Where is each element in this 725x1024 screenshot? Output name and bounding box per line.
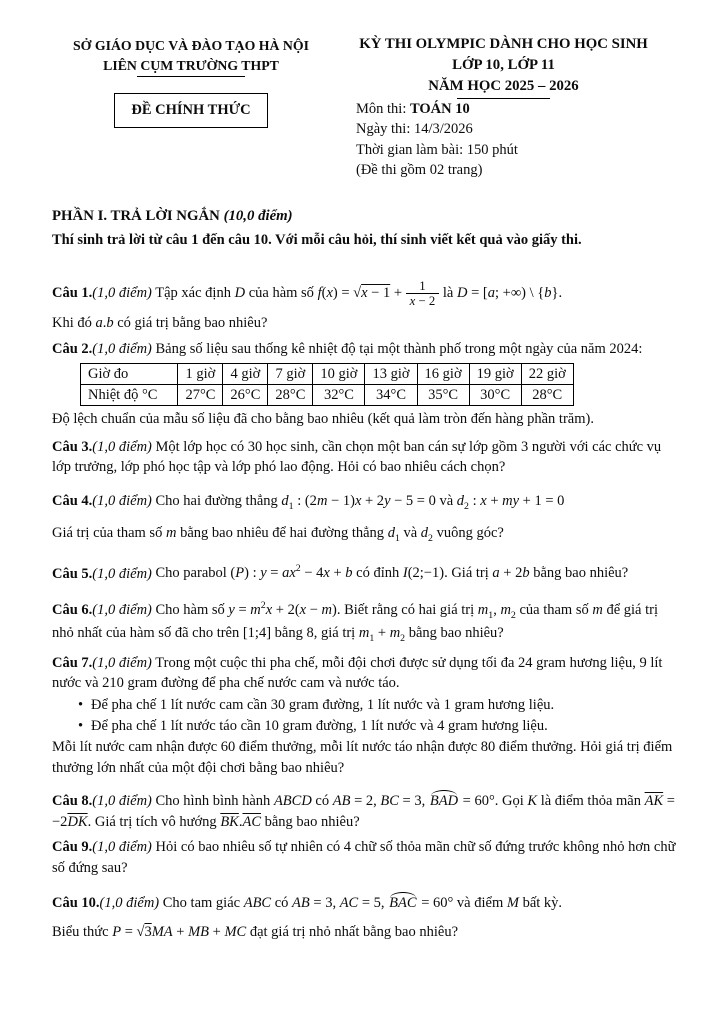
question-9-text: Hỏi có bao nhiêu số tự nhiên có 4 chữ số thỏa mãn chữ số đứng trước không nhỏ hơn chữ số đứng sau? <box>52 839 676 876</box>
table-header-cell: Nhiệt độ °C <box>81 384 178 405</box>
school-year-wrap <box>330 76 677 99</box>
question-1-text: Tập xác định D của hàm số f(x) = √x − 1 + $\frac{1}{x - 2}$ là D = [a; +∞) \ {b}. <box>155 278 563 309</box>
question-8-text: Cho hình bình hành ABCD có AB = 2, BC = 3, BAD = 60°. Gọi K là điểm thỏa mãn $\overline{AK} = -2\overline{DK}$. Giá trị tích vô hướng $\overline{BK}.\overline{AC}$ bằng bao nhiêu? <box>52 793 675 830</box>
question-4 <box>52 491 677 546</box>
question-7-bullet-2 <box>78 716 677 737</box>
question-7-text: Trong một cuộc thi pha chế, mỗi đội chơi được sử dụng tối đa 24 gram hương liệu, 9 lít nước và 210 gram đường để pha chế nước cam và nước táo. <box>52 654 663 692</box>
exam-details <box>356 99 677 180</box>
part-points: (10,0 điểm) <box>223 208 293 225</box>
question-7-points: (1,0 điểm) <box>92 654 152 671</box>
table-header-cell: Giờ đo <box>81 363 178 384</box>
question-1-label: Câu 1. <box>52 284 93 301</box>
question-5-label: Câu 5. <box>52 565 93 582</box>
question-10-points: (1,0 điểm) <box>99 895 160 912</box>
question-8 <box>52 791 677 832</box>
exam-date: Ngày thi: 14/3/2026 <box>356 121 473 138</box>
table-cell: 32°C <box>313 384 365 405</box>
exam-duration: Thời gian làm bài: 150 phút <box>356 141 518 158</box>
question-1-line2: Khi đó a.b có giá trị bằng bao nhiêu? <box>52 315 268 332</box>
question-6-points: (1,0 điểm) <box>92 601 152 618</box>
question-4-line2: Giá trị của tham số m bằng bao nhiêu để hai đường thẳng $d_1$ và $d_2$ vuông góc? <box>52 524 504 544</box>
question-6-label: Câu 6. <box>52 601 93 618</box>
table-cell: 16 giờ <box>417 363 469 384</box>
table-cell: 13 giờ <box>365 363 417 384</box>
table-row-hours <box>81 363 574 384</box>
question-7 <box>52 653 677 778</box>
question-9-label: Câu 9. <box>52 839 93 856</box>
header-left-block <box>52 34 330 128</box>
question-3-body <box>52 437 677 478</box>
table-cell: 1 giờ <box>178 363 223 384</box>
school-cluster-wrap <box>52 56 330 78</box>
table-cell: 10 giờ <box>313 363 365 384</box>
question-8-points: (1,0 điểm) <box>92 793 152 810</box>
question-6 <box>52 599 677 646</box>
question-10-line2: Biểu thức P = √3MA + MB + MC đạt giá trị nhỏ nhất bằng bao nhiêu? <box>52 924 459 940</box>
question-1-body <box>52 279 677 309</box>
question-9 <box>52 837 677 878</box>
school-year: NĂM HỌC 2025 – 2026 <box>428 76 578 99</box>
question-2-after: Độ lệch chuẩn của mẫu số liệu đã cho bằng bao nhiêu (kết quả làm tròn đến hàng phần trăm). <box>52 411 594 428</box>
question-4-text: Cho hai đường thẳng $d_1$ : (2m − 1)x + 2y − 5 = 0 và $d_2$ : x + my + 1 = 0 <box>155 492 565 512</box>
section-heading <box>52 206 677 227</box>
question-1 <box>52 279 677 334</box>
temperature-table <box>80 363 574 407</box>
table-cell: 28°C <box>521 384 573 405</box>
question-5-body <box>52 563 677 584</box>
question-3-label: Câu 3. <box>52 438 93 455</box>
header-right-block <box>330 34 677 180</box>
bullet-icon: • <box>78 718 84 735</box>
stamp-wrap <box>52 93 330 128</box>
question-1-points: (1,0 điểm) <box>92 284 152 301</box>
official-exam-stamp <box>114 93 267 128</box>
document-header <box>52 34 677 180</box>
question-3-points: (1,0 điểm) <box>92 438 152 455</box>
question-2 <box>52 339 677 430</box>
question-5 <box>52 563 677 584</box>
table-cell: 35°C <box>417 384 469 405</box>
question-4-label: Câu 4. <box>52 492 93 509</box>
table-cell: 30°C <box>469 384 521 405</box>
question-2-label: Câu 2. <box>52 340 93 357</box>
question-4-body <box>52 491 677 514</box>
exam-title: KỲ THI OLYMPIC DÀNH CHO HỌC SINH <box>359 36 648 52</box>
question-10 <box>52 893 677 942</box>
question-9-points: (1,0 điểm) <box>92 839 152 856</box>
school-cluster-name: LIÊN CỤM TRƯỜNG THPT <box>103 56 279 78</box>
subject-line <box>356 99 677 119</box>
exam-grades: LỚP 10, LỚP 11 <box>452 57 555 73</box>
stamp-text: ĐỀ CHÍNH THỨC <box>131 102 251 119</box>
table-cell: 26°C <box>223 384 268 405</box>
question-10-text: Cho tam giác ABC có AB = 3, AC = 5, BAC = 60° và điểm M bất kỳ. <box>163 895 562 911</box>
question-3-text: Một lớp học có 30 học sinh, cần chọn một ban cán sự lớp gồm 3 người với các chức vụ lớp trưởng, lớp phó học tập và lớp phó lao động. Hỏi có bao nhiêu cách chọn? <box>52 438 662 476</box>
question-7-body <box>52 653 677 694</box>
question-8-label: Câu 8. <box>52 793 93 810</box>
table-cell: 22 giờ <box>521 363 573 384</box>
table-cell: 27°C <box>178 384 223 405</box>
instruction-text: Thí sinh trả lời từ câu 1 đến câu 10. Với mỗi câu hỏi, thí sinh viết kết quả vào giấy thi. <box>52 232 582 249</box>
question-2-text: Bảng số liệu sau thống kê nhiệt độ tại một thành phố trong một ngày của năm 2024: <box>155 340 643 357</box>
subject-value: TOÁN 10 <box>409 101 470 117</box>
question-4-points: (1,0 điểm) <box>92 492 152 509</box>
question-7-bullet-1 <box>78 695 677 716</box>
question-9-body <box>52 837 677 878</box>
question-7-bullet-1-text: Để pha chế 1 lít nước cam cần 30 gram đường, 1 lít nước và 1 gram hương liệu. <box>91 696 555 713</box>
question-2-points: (1,0 điểm) <box>92 340 152 357</box>
table-cell: 34°C <box>365 384 417 405</box>
question-7-bullet-2-text: Để pha chế 1 lít nước táo cần 10 gram đường, 1 lít nước và 4 gram hương liệu. <box>91 718 548 735</box>
question-5-text: Cho parabol (P) : $y = ax^2 - 4x + b$ có đỉnh I(2;−1). Giá trị a + 2b bằng bao nhiêu? <box>155 563 629 582</box>
question-6-text: Cho hàm số $y = m^2x + 2(x - m)$. Biết rằng có hai giá trị $m_1$, $m_2$ của tham số m để giá trị nhỏ nhất của hàm số đã cho trên [1;4] bằng 8, giá trị $m_1 + m_2$ bằng bao nhiêu? <box>52 600 659 644</box>
table-cell: 7 giờ <box>268 363 313 384</box>
bullet-icon: • <box>78 696 84 713</box>
table-cell: 4 giờ <box>223 363 268 384</box>
question-3 <box>52 437 677 478</box>
question-10-body <box>52 893 677 914</box>
question-8-body <box>52 791 677 832</box>
table-row-temps <box>81 384 574 405</box>
subject-label: Môn thi: <box>356 101 410 117</box>
question-2-body <box>52 339 677 360</box>
question-10-label: Câu 10. <box>52 895 100 912</box>
part-title: PHẦN I. TRẢ LỜI NGẮN <box>52 208 220 225</box>
table-cell: 19 giờ <box>469 363 521 384</box>
table-cell: 28°C <box>268 384 313 405</box>
authority-name: SỞ GIÁO DỤC VÀ ĐÀO TẠO HÀ NỘI <box>73 38 309 53</box>
question-7-after: Mỗi lít nước cam nhận được 60 điểm thưởng, mỗi lít nước táo nhận được 80 điểm thưởng. Hỏi giá trị điểm thưởng lớn nhất của một đội chơi bằng bao nhiêu? <box>52 738 673 776</box>
question-7-label: Câu 7. <box>52 654 93 671</box>
page-count-note: (Đề thi gồm 02 trang) <box>356 161 483 178</box>
question-6-body <box>52 599 677 646</box>
question-5-points: (1,0 điểm) <box>92 565 152 582</box>
